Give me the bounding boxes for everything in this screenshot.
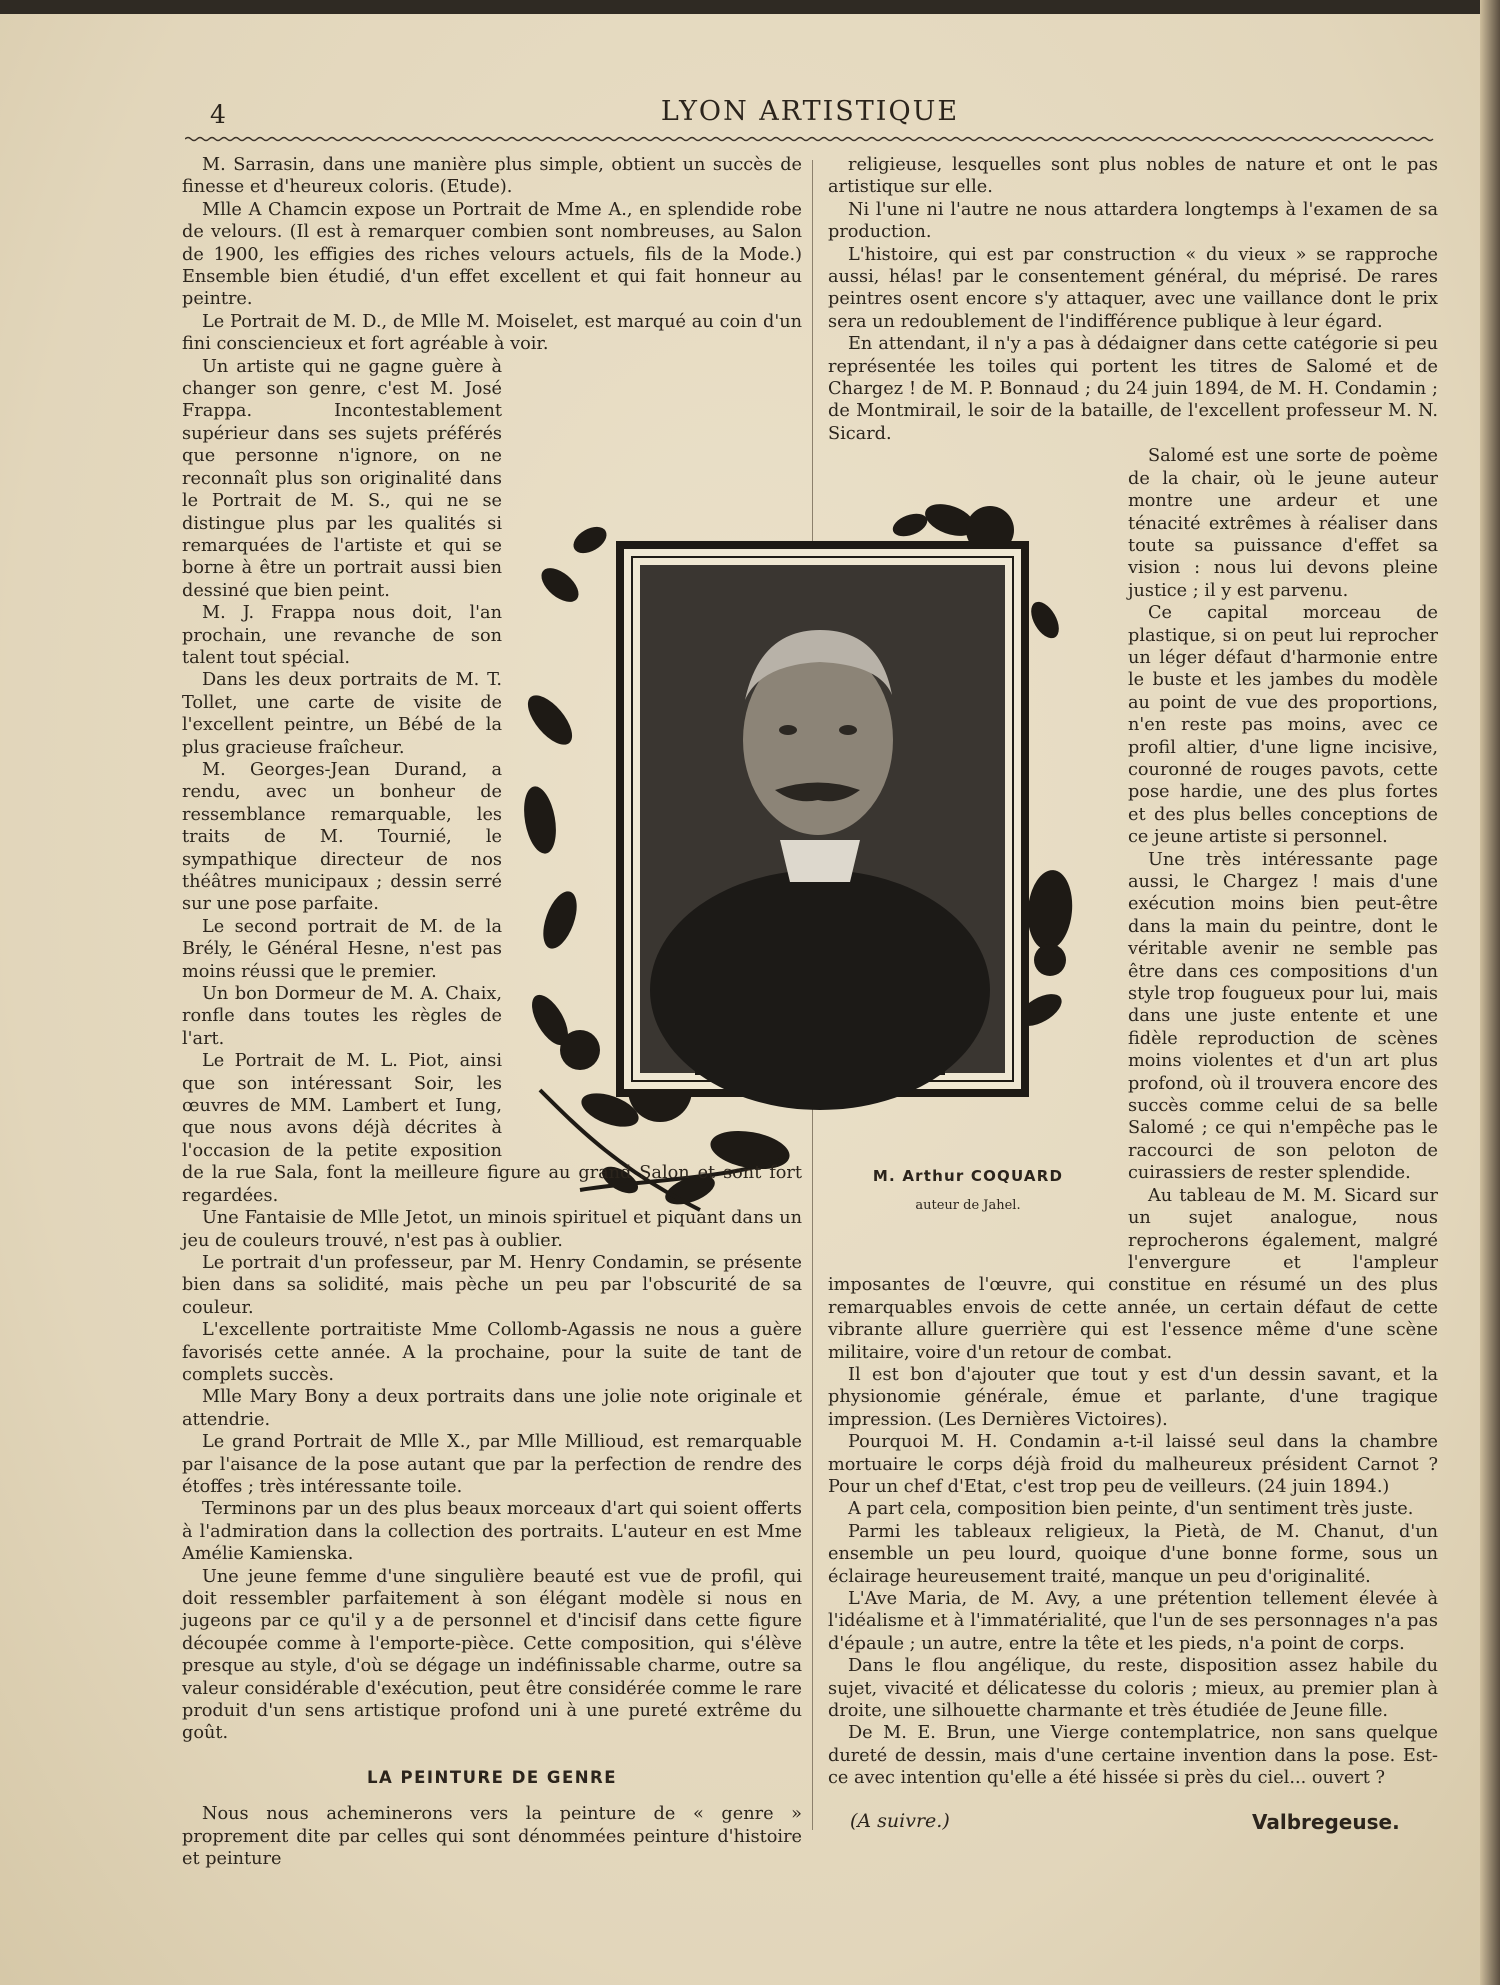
paragraph: Mlle Mary Bony a deux portraits dans une jolie note originale et attendrie. [182,1387,802,1430]
paragraph: Une jeune femme d'une singulière beauté est vue de profil, qui doit ressembler parfaitement à son élégant modèle si nous en jugeons par ce qu'il y a de personnel et d'incisif dans cette figure découpée comme à l'emporte-pièce. Cette composition, qui s'élève presque au style, d'où se dégage un indéfinissable charme, outre sa valeur considérable d'exécution, peut être considérée comme le rare produit d'un sens artistique profond uni à une pureté extrême du goût. [182,1566,802,1744]
paragraph: Il est bon d'ajouter que tout y est d'un dessin savant, et la physionomie générale, émue et parlante, d'une tragique impression. (Les Dernières Victoires). [828,1364,1438,1430]
paragraph: Nous nous acheminerons vers la peinture de « genre » proprement dite par celles qui sont dénommées peinture d'histoire et peinture [182,1804,802,1870]
section-heading: LA PEINTURE DE GENRE [366,1767,618,1787]
paragraph: Salomé est une sorte de poème de la chair, où le jeune auteur montre une ardeur et une ténacité extrêmes à réaliser dans toute sa puissance d'effet sa vision : nous lui devons pleine justice ; il y est parvenu. [1128,446,1438,601]
paragraph: L'Ave Maria, de M. Avy, a une prétention tellement élevée à l'idéalisme et à l'immatérialité, que l'un de ses personnages n'a pas d'épaule ; un autre, entre la tête et les pieds, n'a point de corps. [828,1589,1438,1654]
page-number: 4 [210,100,226,129]
scan-edge-right [1480,0,1500,1985]
paragraph: L'excellente portraitiste Mme Collomb-Agassis ne nous a guère favorisés cette année. A la prochaine, pour la suite de tant de complets succès. [182,1320,802,1385]
paragraph: Pourquoi M. H. Condamin a-t-il laissé seul dans la chambre mortuaire le corps déjà froid du malheureux président Carnot ? Pour un chef d'Etat, c'est trop peu de veilleurs. (24 juin 1894.) [828,1432,1438,1497]
paragraph: M. J. Frappa nous doit, l'an prochain, une revanche de son talent tout spécial. [182,603,502,668]
continued-note: (A suivre.) [850,1810,950,1832]
paragraph: Terminons par un des plus beaux morceaux d'art qui soient offerts à l'admiration dans la collection des portraits. L'auteur en est Mme Amélie Kamienska. [182,1499,802,1565]
running-head: LYON ARTISTIQUE [660,96,960,127]
paragraph: Le Portrait de M. L. Piot, ainsi que son intéressant Soir, les œuvres de MM. Lambert et Iung, que nous avons déjà décrites à l'occasion de la petite exposition de la rue Sala, font la meilleure figure au grand Salon et sont fort regardées. [182,1051,802,1206]
illustration-wrap-space [502,356,802,1146]
paragraph: L'histoire, qui est par construction « du vieux » se rapproche aussi, hélas! par le consentement général, du méprisé. De rares peintres osent encore s'y attaquer, avec une vaillance dont le prix sera un redoublement de l'indifférence publique à leur égard. [828,244,1438,332]
paragraph: Ce capital morceau de plastique, si on peut lui reprocher un léger défaut d'harmonie entre le buste et les jambes du modèle au point de vue des proportions, n'en reste pas moins, avec ce profil altier, d'une ligne incisive, couronné de rouges pavots, cette pose hardie, une des plus fortes et des plus belles conceptions de ce jeune artiste si personnel. [1128,603,1438,848]
paragraph: Dans les deux portraits de M. T. Tollet, une carte de visite de l'excellent peintre, un Bébé de la plus gracieuse fraîcheur. [182,670,502,758]
paragraph: Un bon Dormeur de M. A. Chaix, ronfle dans toutes les règles de l'art. [182,984,502,1049]
figure-subcaption: auteur de Jahel. [915,1198,1021,1213]
right-column [828,154,1438,1790]
paragraph: Le Portrait de M. D., de Mlle M. Moiselet, est marqué au coin d'un fini consciencieux et fort agréable à voir. [182,311,802,355]
paragraph: Un artiste qui ne gagne guère à changer son genre, c'est M. José Frappa. Incontestablement supérieur dans ses sujets préférés que personne n'ignore, on ne reconnaît plus son originalité dans le Portrait de M. S., qui ne se distingue plus par les qualités si remarquées de l'artiste et qui se borne à être un portrait aussi bien dessiné que bien peint. [182,356,502,601]
paragraph: Au tableau de M. M. Sicard sur un sujet analogue, nous reprocherons également, malgré l'envergure et l'ampleur imposantes de l'œuvre, qui constitue en résumé un des plus remarquables envois de cette année, un certain défaut de cette vibrante allure guerrière qui est l'essence même d'une scène militaire, voire d'un retour de combat. [828,1185,1438,1363]
paragraph: religieuse, lesquelles sont plus nobles de nature et ont le pas artistique sur elle. [828,155,1438,198]
paragraph: De M. E. Brun, une Vierge contemplatrice, non sans quelque dureté de dessin, mais d'une certaine invention dans la pose. Est-ce avec intention qu'elle a été hissée si près du ciel... ouvert ? [828,1723,1438,1789]
paragraph: M. Sarrasin, dans une manière plus simple, obtient un succès de finesse et d'heureux coloris. (Etude). [182,155,802,198]
figure-caption: M. Arthur COQUARD [872,1167,1064,1185]
illustration-wrap-space [828,445,1128,1265]
paragraph: Ni l'une ni l'autre ne nous attardera longtemps à l'examen de sa production. [828,199,1438,243]
paragraph: Une très intéressante page aussi, le Chargez ! mais d'une exécution moins bien peut-être dans la main du peintre, dont le véritable avenir ne semble pas être dans ces compositions d'un style trop fougueux pour lui, mais dans une juste entente et une fidèle reproduction de scènes moins violentes et d'un art plus profond, où il trouvera encore des succès comme celui de sa belle Salomé ; ce qui n'empêche pas le raccourci de son peloton de cuirassiers de rester splendide. [1128,849,1438,1184]
paragraph: En attendant, il n'y a pas à dédaigner dans cette catégorie si peu représentée les toiles qui portent les titres de Salomé et de Chargez ! de M. P. Bonnaud ; du 24 juin 1894, de M. H. Condamin ; de Montmirail, le soir de la bataille, de l'excellent professeur M. N. Sicard. [828,334,1438,444]
paragraph: Dans le flou angélique, du reste, disposition assez habile du sujet, vivacité et délicatesse du coloris ; mieux, au premier plan à droite, une silhouette charmante et très étudiée de Jeune fille. [828,1656,1438,1722]
paragraph: Parmi les tableaux religieux, la Pietà, de M. Chanut, d'un ensemble un peu lourd, quoique d'une bonne forme, sous un éclairage heureusement traité, manque un peu d'originalité. [828,1521,1438,1587]
paragraph: Une Fantaisie de Mlle Jetot, un minois spirituel et piquant dans un jeu de couleurs trouvé, n'est pas à oublier. [182,1208,802,1251]
paragraph: Le portrait d'un professeur, par M. Henry Condamin, se présente bien dans sa solidité, mais pèche un peu par l'obscurité de sa couleur. [182,1252,802,1318]
paragraph: Le grand Portrait de Mlle X., par Mlle Millioud, est remarquable par l'aisance de la pose autant que par la perfection de rendre des étoffes ; très intéressante toile. [182,1432,802,1497]
paragraph: M. Georges-Jean Durand, a rendu, avec un bonheur de ressemblance remarquable, les traits de M. Tournié, le sympathique directeur de nos théâtres municipaux ; dessin serré sur une pose parfaite. [182,759,502,915]
left-column [182,154,802,1870]
paragraph: A part cela, composition bien peinte, d'un sentiment très juste. [848,1499,1414,1520]
scan-edge-top [0,0,1500,14]
paragraph: Le second portrait de M. de la Brély, le Général Hesne, n'est pas moins réussi que le premier. [182,916,502,982]
author-signature: Valbregeuse. [1252,1810,1400,1834]
header-rule [185,136,1435,142]
paragraph: Mlle A Chamcin expose un Portrait de Mme A., en splendide robe de velours. (Il est à remarquer combien sont nombreuses, au Salon de 1900, les effigies des riches velours actuels, fils de la Mode.) Ensemble bien étudié, d'un effet excellent et qui fait honneur au peintre. [182,199,802,310]
